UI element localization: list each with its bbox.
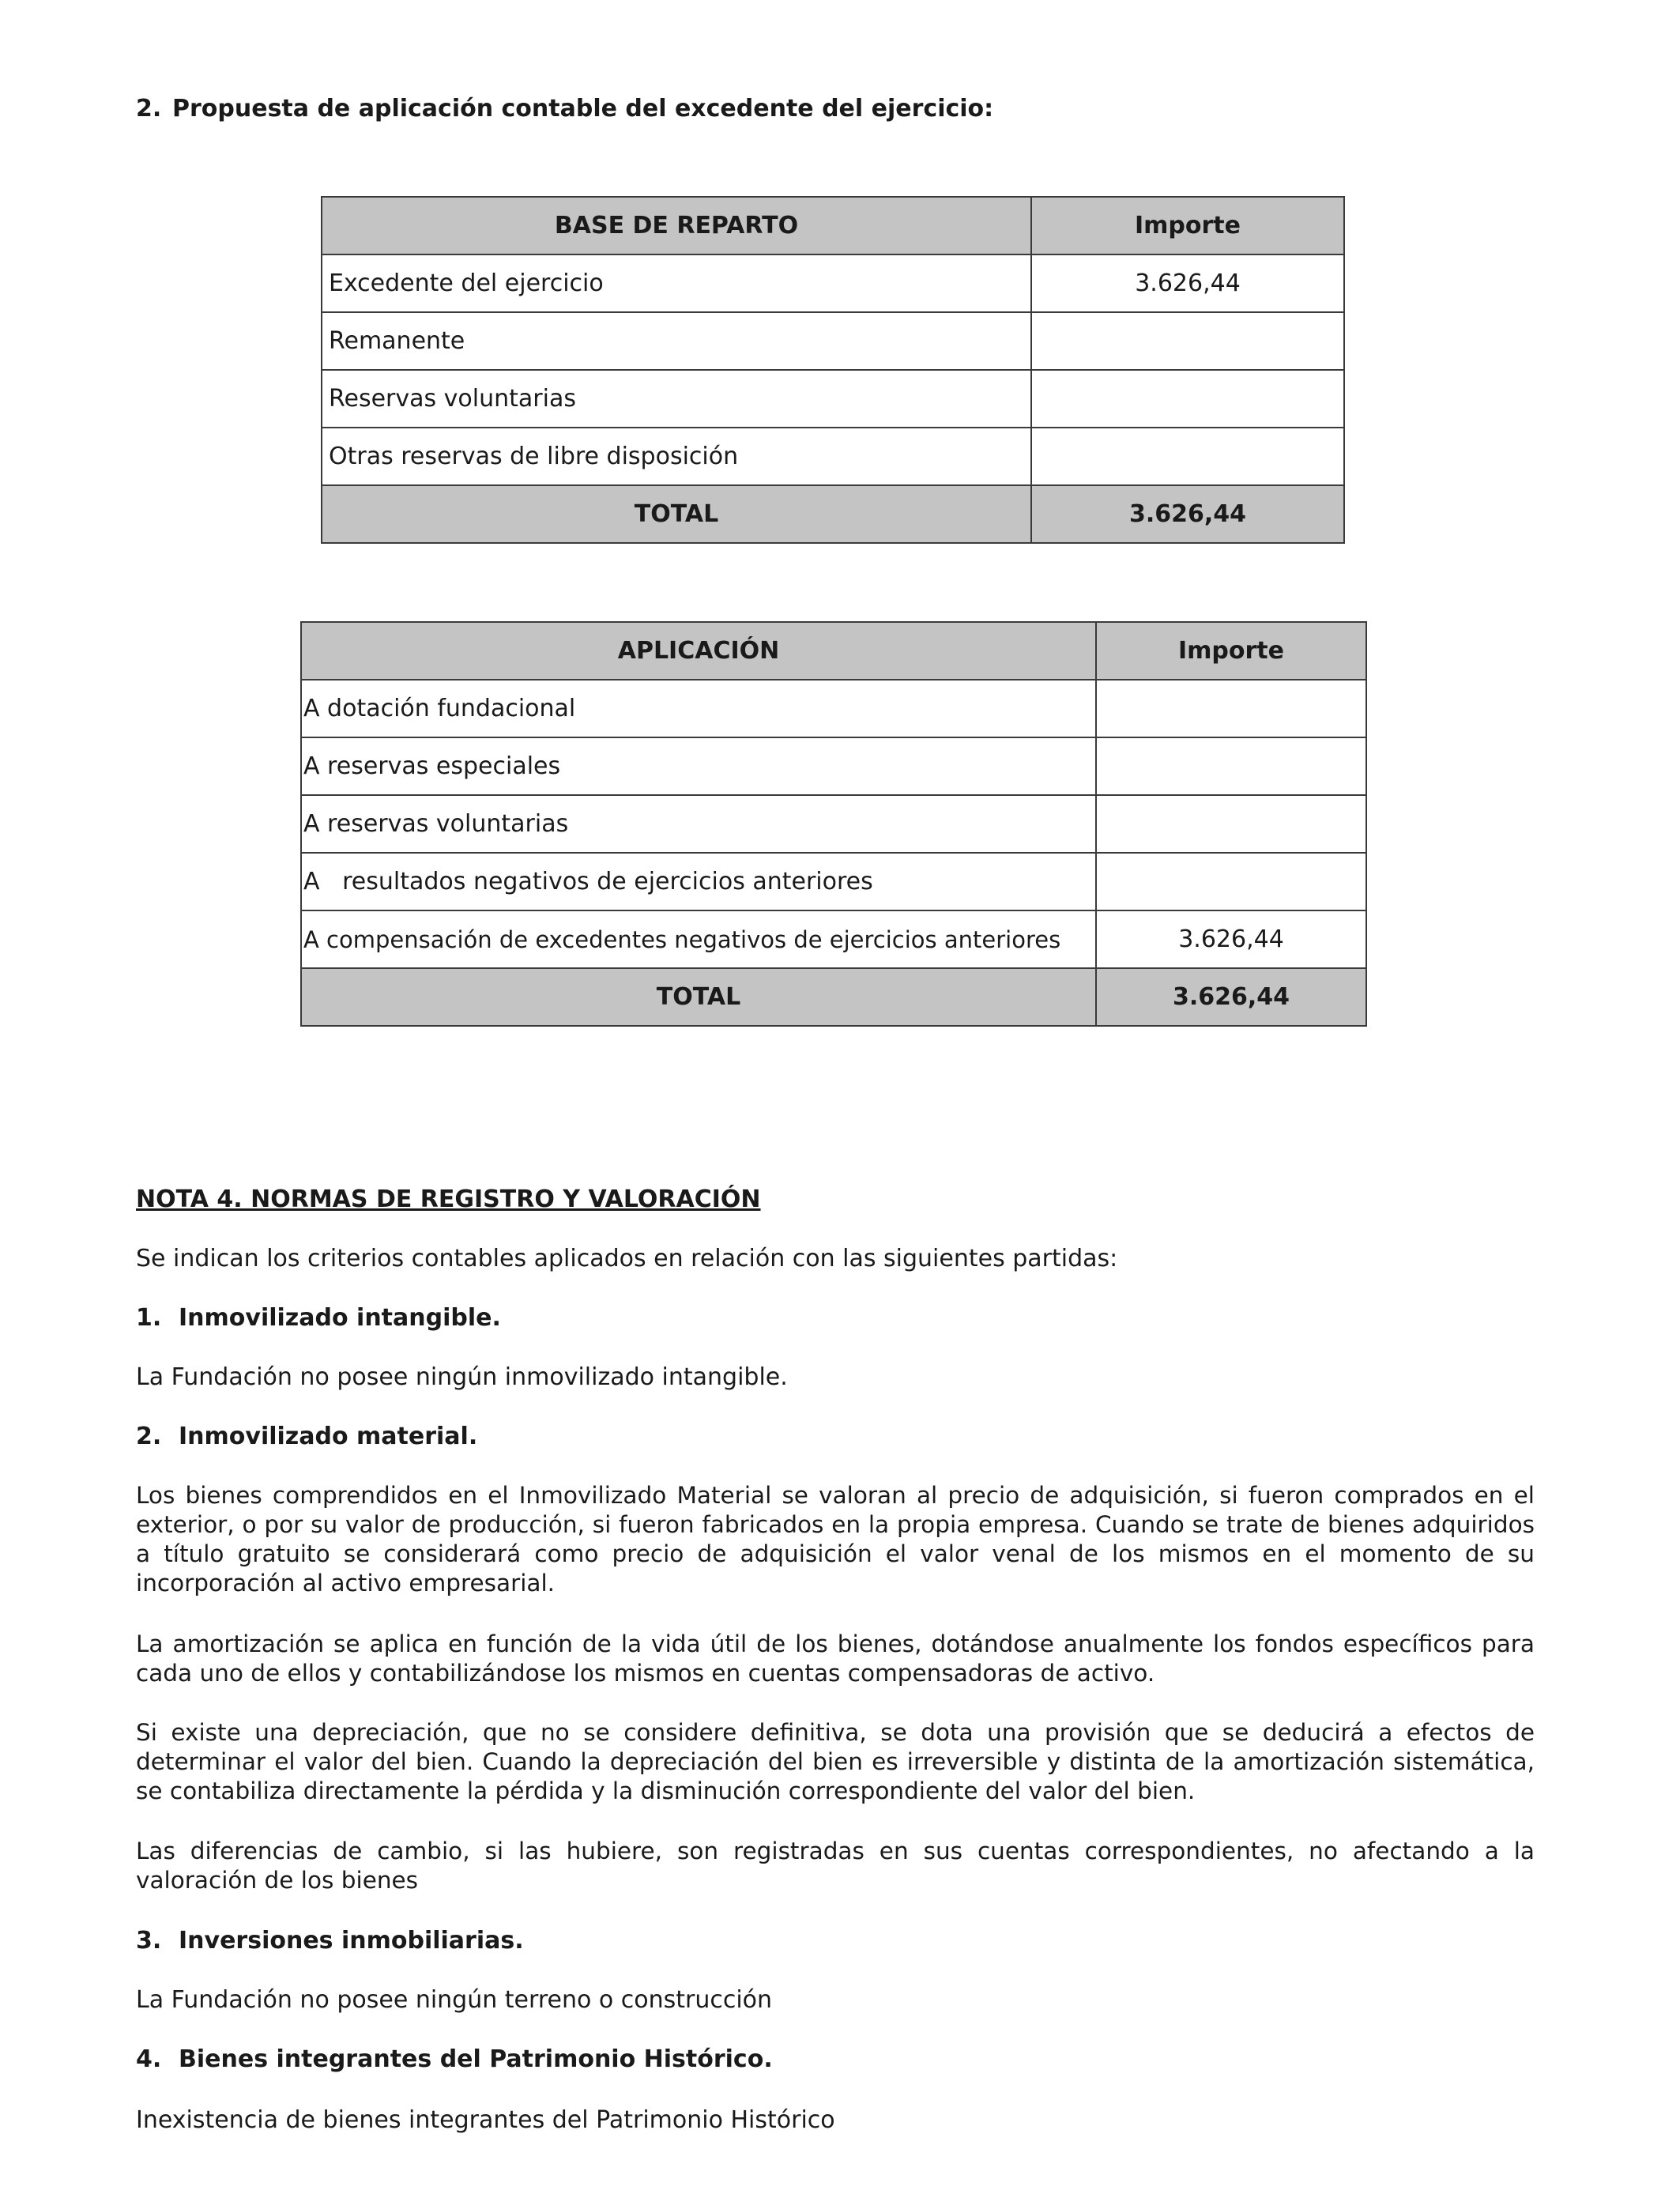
table-row [301,737,1366,795]
row-label: A reservas voluntarias [301,795,1096,853]
row-value [1096,737,1366,795]
row-value [1031,370,1344,428]
table-header-row [322,197,1344,254]
aplicacion-table [300,621,1367,1027]
row-value [1096,680,1366,737]
table-row [301,795,1366,853]
header-base-de-reparto: BASE DE REPARTO [322,197,1031,254]
row-label: Excedente del ejercicio [322,254,1031,312]
item-2-paragraph-2: La amortización se aplica en función de la vida útil de los bienes, dotándose anualmente los fondos específicos para cada uno de ellos y contabilizándose los mismos en cuentas compensadoras de activo. [136,1630,1535,1687]
item-1-number: 1. [136,1304,162,1332]
section-2-number: 2. [136,95,162,123]
item-4-paragraph: Inexistencia de bienes integrantes del Patrimonio Histórico [136,2106,835,2134]
row-value [1031,312,1344,370]
item-3-title: Inversiones inmobiliarias. [179,1927,524,1955]
total-value: 3.626,44 [1096,968,1366,1026]
total-label: TOTAL [322,485,1031,543]
header-importe: Importe [1031,197,1344,254]
table-row [322,370,1344,428]
row-value [1096,795,1366,853]
row-label: A reservas especiales [301,737,1096,795]
nota-4-title: NOTA 4. NORMAS DE REGISTRO Y VALORACIÓN [136,1186,761,1213]
item-2-paragraph-1: Los bienes comprendidos en el Inmovilizado Material se valoran al precio de adquisición, si fueron comprados en el exterior, o por su valor de producción, si fueron fabricados en la propia empresa. Cuando se trate de bienes adquiridos a título gratuito se considerará como precio de adquisición el valor venal de los mismos en el momento de su incorporación al activo empresarial. [136,1482,1535,1596]
item-4-number: 4. [136,2045,162,2073]
table-row [301,853,1366,910]
row-label: A dotación fundacional [301,680,1096,737]
row-value [1096,853,1366,910]
item-3-paragraph: La Fundación no posee ningún terreno o construcción [136,1986,773,2014]
item-2-paragraph-3: Si existe una depreciación, que no se considere definitiva, se dota una provisión que se deducirá a efectos de determinar el valor del bien. Cuando la depreciación del bien es irreversible y distinta de la amortización sistemática, se contabiliza directamente la pérdida y la disminución correspondiente del valor del bien. [136,1719,1535,1804]
item-2-number: 2. [136,1423,162,1450]
row-label: Reservas voluntarias [322,370,1031,428]
header-importe: Importe [1096,622,1366,680]
total-value: 3.626,44 [1031,485,1344,543]
table-row [301,910,1366,968]
item-1-title: Inmovilizado intangible. [179,1304,501,1332]
item-1-heading [136,1304,501,1332]
item-1-paragraph: La Fundación no posee ningún inmovilizado intangible. [136,1363,788,1391]
row-label: A compensación de excedentes negativos de ejercicios anteriores [301,910,1096,968]
section-2-heading [136,95,993,123]
table-total-row [301,968,1366,1026]
item-2-title: Inmovilizado material. [179,1423,478,1450]
nota-4-intro: Se indican los criterios contables aplicados en relación con las siguientes partidas: [136,1245,1118,1272]
section-2-title: Propuesta de aplicación contable del excedente del ejercicio: [172,95,994,123]
row-label: Remanente [322,312,1031,370]
row-label: Otras reservas de libre disposición [322,428,1031,485]
item-4-heading [136,2045,773,2073]
table-row [322,254,1344,312]
table-row [322,312,1344,370]
row-value: 3.626,44 [1031,254,1344,312]
table-row [301,680,1366,737]
table-row [322,428,1344,485]
item-3-heading [136,1927,524,1955]
table-header-row [301,622,1366,680]
item-3-number: 3. [136,1927,162,1955]
item-2-paragraph-4: Las diferencias de cambio, si las hubiere, son registradas en sus cuentas correspondientes, no afectando a la valoración de los bienes [136,1838,1535,1894]
table-total-row [322,485,1344,543]
item-2-heading [136,1423,477,1450]
item-4-title: Bienes integrantes del Patrimonio Histórico. [179,2045,773,2073]
row-value: 3.626,44 [1096,910,1366,968]
total-label: TOTAL [301,968,1096,1026]
base-de-reparto-table [321,196,1345,544]
row-value [1031,428,1344,485]
row-label: A resultados negativos de ejercicios anteriores [301,853,1096,910]
header-aplicacion: APLICACIÓN [301,622,1096,680]
